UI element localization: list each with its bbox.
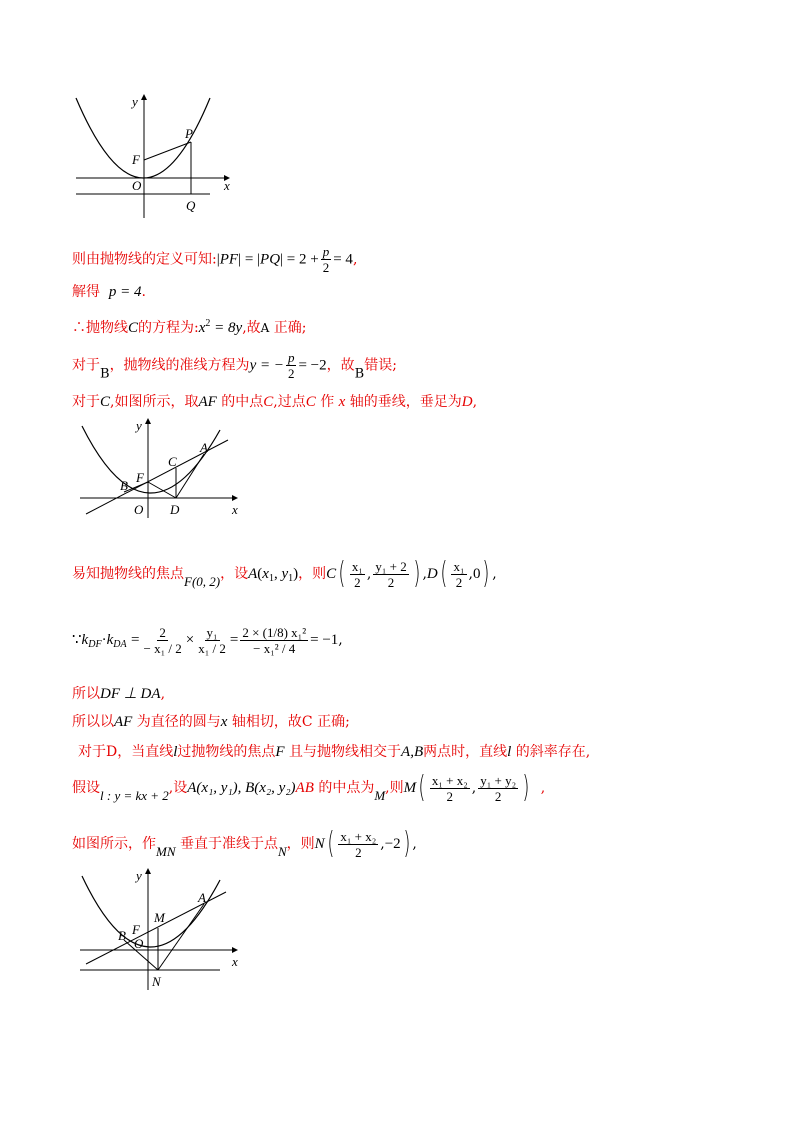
math-pf: PF [219,251,239,268]
line-option-b [72,350,397,385]
num: y₁ + 2 [375,558,407,574]
text: 所以以 [72,714,114,730]
text: ,过点 [273,394,306,410]
comma: , [160,686,166,702]
math-n: N [314,836,325,852]
text: 易知抛物线的焦点 [72,566,184,582]
num: y₁ + y₂ [480,772,517,788]
text: 所以 [72,686,100,702]
label-c: C [168,454,177,469]
math-x: x [198,320,206,336]
text: 对于 [72,394,100,410]
text: ,设 [168,780,188,796]
label-f: F [132,922,140,937]
frac [338,829,378,860]
frac-p-over-2 [321,244,332,275]
sub: 1 [288,573,294,584]
math-y: y [281,566,289,582]
text: 且与抛物线相交于 [289,744,402,760]
segment-na [158,904,204,970]
math-8y: = 8y [214,320,243,336]
sub: DF [88,639,102,650]
den: 2 [322,260,330,275]
frac [142,625,184,656]
math-l: l [173,744,178,760]
math-k: k [106,632,114,648]
option-c: C [100,394,111,410]
den: 2 [287,366,295,381]
text: ，抛物线的准线方程为 [109,357,250,374]
label-o: O [134,936,144,951]
text: ，故 [326,357,355,374]
label-x: x [232,502,238,517]
text: ,故 [242,320,261,336]
math-value: = −2 [298,357,327,374]
label-b: B [120,478,128,493]
den: 2 [455,574,463,590]
line-line-assumption: 假设l : y = kx + 2,设A(x₁, y₁), B(x₂, y₂)AB 的中点为M,则M( $\frac{\text{x₁ + x₂}}{2}$ , $\frac{\text{y₁ + y₂}}{2}$ ) , [72,770,546,805]
label-b: B [118,928,126,943]
math-ab: AB [295,780,314,796]
text: 垂直于准线于点 [179,836,278,852]
label-q: Q [186,198,196,213]
segment-da [176,454,204,498]
label-p: P [185,126,193,141]
math-af: AF [198,394,217,410]
math-a: A [248,566,258,582]
text: ，则 [298,566,327,582]
den: 2 [494,788,502,804]
text: ,如图所示，取 [110,394,199,410]
math-x: x [220,714,228,730]
line-perpendicular [72,684,165,704]
label-x: x [224,178,230,193]
den: 2 [387,574,395,590]
num: x₁ + x₂ [431,772,468,788]
option-b: B [100,366,110,382]
text: 过抛物线的焦点 [177,744,276,760]
label-o: O [134,502,144,517]
dot: . [141,284,146,300]
label-x: x [232,954,238,969]
comma: , [412,836,417,852]
y-axis-arrow [145,868,151,874]
comma: , [338,632,343,648]
text: 对于D，当直线 [78,744,174,760]
label-y: y [132,94,138,109]
label-f: F [136,470,144,485]
num: p [287,350,295,365]
num: x₁ + x₂ [340,828,377,844]
text: 两点时，直线 [423,744,508,760]
math-c: C [305,394,316,410]
den: − x₁² / 4 [253,640,296,656]
because: ∵ [72,632,82,648]
parabola-curve [82,426,220,493]
den: 2 [355,844,362,860]
math-f-point: F(0, 2) [184,574,221,589]
label-d: D [170,502,180,517]
text: 解得 [72,284,100,300]
frac [430,773,470,804]
label-y: y [136,868,142,883]
math-result: = 4 [333,251,353,268]
figure-parabola-midpoint [72,416,252,524]
y-axis-arrow [141,94,147,100]
text: ，则 [286,836,315,852]
math-x: x [262,566,269,582]
line-solve-p [72,282,146,302]
math-n: N [277,844,287,859]
den: x₁ / 2 [198,640,226,656]
frac [478,773,518,804]
text: 作 [320,394,335,410]
result: = −1 [310,632,339,648]
sub: DA [113,639,127,650]
num: p [322,244,330,259]
text: 轴的垂线，垂足为 [349,394,462,410]
text: 则由抛物线的定义可知: [72,251,217,268]
math-y: y = − [249,357,284,374]
option-a: A [260,321,270,335]
line-definition: 则由抛物线的定义可知:|PF| = |PQ| = 2 + $\frac{p}{2}$ = 4, [72,244,358,275]
math-eq: = 2 + [286,251,319,268]
math-zero: 0 [472,566,481,582]
num: x₁ [453,558,465,574]
text: 的方程为: [138,320,199,336]
eq: = [229,632,239,648]
math-mn: MN [156,844,176,859]
math-ab-points: A(x₁, y₁), B(x₂, y₂) [187,780,296,796]
sub: 1 [268,573,274,584]
num: y₁ [206,624,218,640]
text: 轴相切，故C 正确; [231,714,350,730]
math-k: k [81,632,89,648]
num: x₁ [351,558,363,574]
y-axis-arrow [145,418,151,424]
line-mn-perpendicular: 如图所示，作MN 垂直于准线于点N，则N( $\frac{\text{x₁ + x₂}}{2}$ ,−2) , [72,826,417,861]
den: − x₁ / 2 [143,640,182,656]
figure-parabola-pq [72,92,242,222]
line-focus-coordinates: 易知抛物线的焦点F(0, 2)，设$A(x_1$, $y_1$)，则C( $\frac{\text{x₁}}{2}$ , $\frac{\text{y₁ + 2}}{2}$ ) ,D( $\frac{\text{x₁}}{2}$ ,0) , [72,556,497,591]
line-option-d [78,742,590,762]
text: 的中点 [221,394,264,410]
text: 对于 [72,357,100,374]
math-m: M [374,788,386,803]
option-b: B [354,366,365,382]
text: ，设 [220,566,249,582]
sup: 2 [205,318,211,329]
line-circle-tangent [72,712,350,732]
label-f: F [132,152,140,167]
den: 2 [446,788,454,804]
math-x: x [338,394,346,410]
frac [196,625,228,656]
comma: , [540,780,546,796]
text: 为直径的圆与 [136,714,221,730]
num: 2 [159,624,166,640]
comma: , [352,251,358,268]
comma: , [472,394,478,410]
label-o: O [132,178,142,193]
label-n: N [152,974,161,989]
label-y: y [136,418,142,433]
frac [350,559,365,590]
text: 如图所示，作 [72,836,156,852]
math-perpendicular: DF ⊥ DA [100,686,161,702]
frac [373,559,408,590]
line-parabola-equation [72,314,306,338]
times: × [185,632,195,648]
label-a: A [198,890,206,905]
math-d: D [461,394,473,410]
text: 假设 [72,780,100,796]
line-slope-product: $\because k_{DF}\cdot k_{DA}$ = $\frac{2}{\text{− x₁ / 2}}$ × $\frac{\text{y₁}}{\text{x₁ / 2}}$ = $\frac{\text{2 × (1/8) x₁²}}{\text{− x₁² / 4}}$ = −1, [72,624,343,656]
text: ∴抛物线 [72,320,128,336]
segment-pf [144,142,191,160]
label-a: A [200,440,208,455]
frac-p-over-2 [286,350,297,381]
math-m: M [403,780,417,796]
text: 正确; [273,320,307,336]
math-c: C [128,320,139,336]
segment-df [148,482,176,498]
text: 错误; [364,357,397,374]
line-option-c [72,392,477,412]
math-f: F [275,744,285,760]
text: 的斜率存在, [515,744,591,760]
x-axis-arrow [232,947,238,953]
math-p-eq-4: p = 4 [108,284,142,300]
math-minus-2: −2 [384,836,401,852]
text: ,则 [385,780,404,796]
den: 2 [354,574,361,590]
x-axis-arrow [232,495,238,501]
math-pq: PQ [260,251,281,268]
math-d: D [426,566,438,582]
math-line-l: l : y = kx + 2 [100,788,169,803]
figure-parabola-mn [72,866,252,992]
text: 的中点为 [318,780,375,796]
frac [451,559,466,590]
num: 2 × (1/8) x₁² [242,624,307,640]
math-af: AF [114,714,133,730]
math-c: C [326,566,337,582]
label-m: M [154,910,165,925]
frac [240,625,308,656]
math-c: C [263,394,274,410]
math-l: l [507,744,512,760]
math-ab: A,B [401,744,424,760]
